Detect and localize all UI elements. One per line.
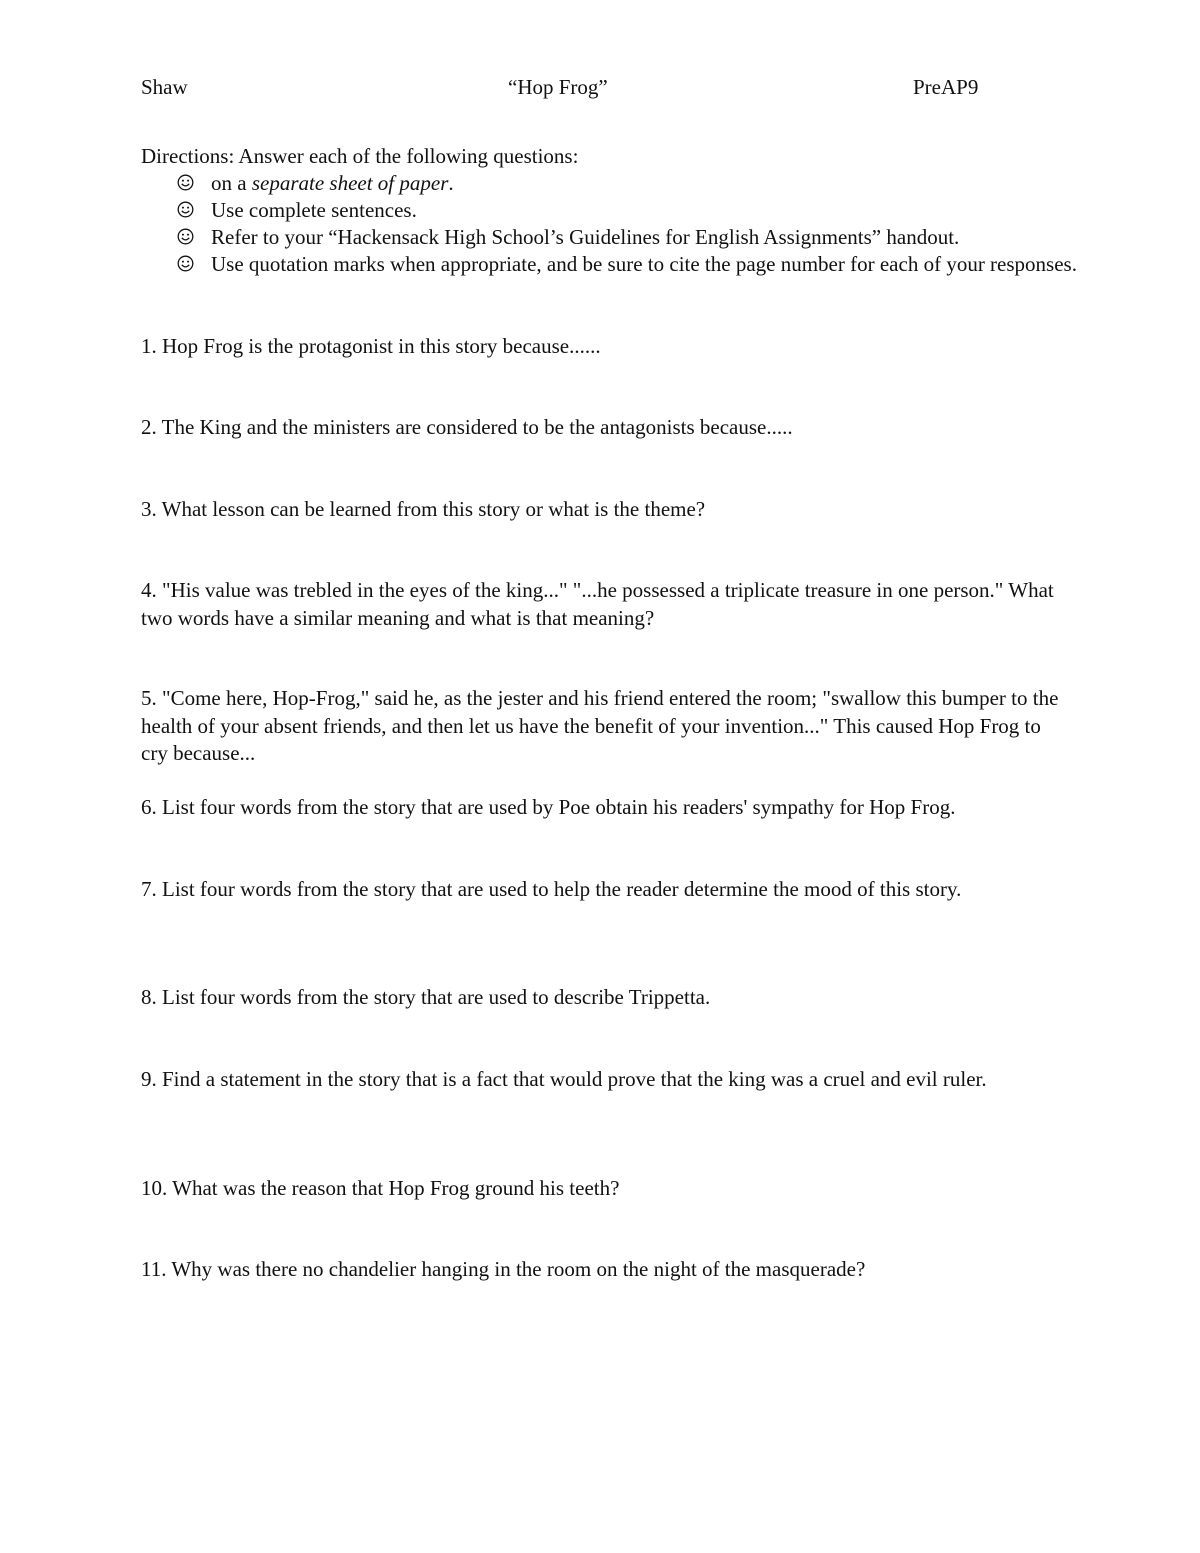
header-teacher-name: Shaw xyxy=(141,75,188,99)
directions-item xyxy=(177,251,1077,278)
smiley-face-icon xyxy=(177,201,194,218)
directions-item xyxy=(177,197,1077,224)
worksheet-page xyxy=(141,0,1077,1553)
question-6: 6. List four words from the story that are used by Poe obtain his readers' sympathy for Hop Frog. xyxy=(141,795,956,819)
directions-item-text: Refer to your “Hackensack High School’s Guidelines for English Assignments” handout. xyxy=(211,225,960,249)
question-5: 5. "Come here, Hop-Frog," said he, as the jester and his friend entered the room; "swallow this bumper to the health of your absent friends, and then let us have the benefit of your invention..." This caused Hop Frog to cry because... xyxy=(141,686,1059,765)
directions-item-text: on a xyxy=(211,171,252,195)
header-title: “Hop Frog” xyxy=(508,75,608,99)
question-1: 1. Hop Frog is the protagonist in this story because...... xyxy=(141,334,601,358)
smiley-face-icon xyxy=(177,255,194,272)
smiley-face-icon xyxy=(177,228,194,245)
directions-item xyxy=(177,224,1077,251)
question-9: 9. Find a statement in the story that is a fact that would prove that the king was a cruel and evil ruler. xyxy=(141,1067,987,1091)
question-2: 2. The King and the ministers are considered to be the antagonists because..... xyxy=(141,415,793,439)
question-10: 10. What was the reason that Hop Frog ground his teeth? xyxy=(141,1176,620,1200)
directions-item-text: Use quotation marks when appropriate, and be sure to cite the page number for each of your responses. xyxy=(211,252,1077,276)
question-11: 11. Why was there no chandelier hanging in the room on the night of the masquerade? xyxy=(141,1257,866,1281)
question-8: 8. List four words from the story that are used to describe Trippetta. xyxy=(141,985,711,1009)
directions-intro: Directions: Answer each of the following questions: xyxy=(141,144,579,168)
directions-item-emphasis: separate sheet of paper xyxy=(251,171,449,195)
header-class-name: PreAP9 xyxy=(913,75,979,99)
question-4: 4. "His value was trebled in the eyes of the king..." "...he possessed a triplicate treasure in one person." What two words have a similar meaning and what is that meaning? xyxy=(141,578,1054,630)
page-header xyxy=(141,73,991,101)
question-3: 3. What lesson can be learned from this story or what is the theme? xyxy=(141,497,706,521)
directions-list xyxy=(177,170,1077,278)
question-7: 7. List four words from the story that are used to help the reader determine the mood of this story. xyxy=(141,877,962,901)
directions-item xyxy=(177,170,1077,197)
directions-item-text-end: . xyxy=(448,171,454,195)
smiley-face-icon xyxy=(177,174,194,191)
directions-item-text: Use complete sentences. xyxy=(211,198,417,222)
